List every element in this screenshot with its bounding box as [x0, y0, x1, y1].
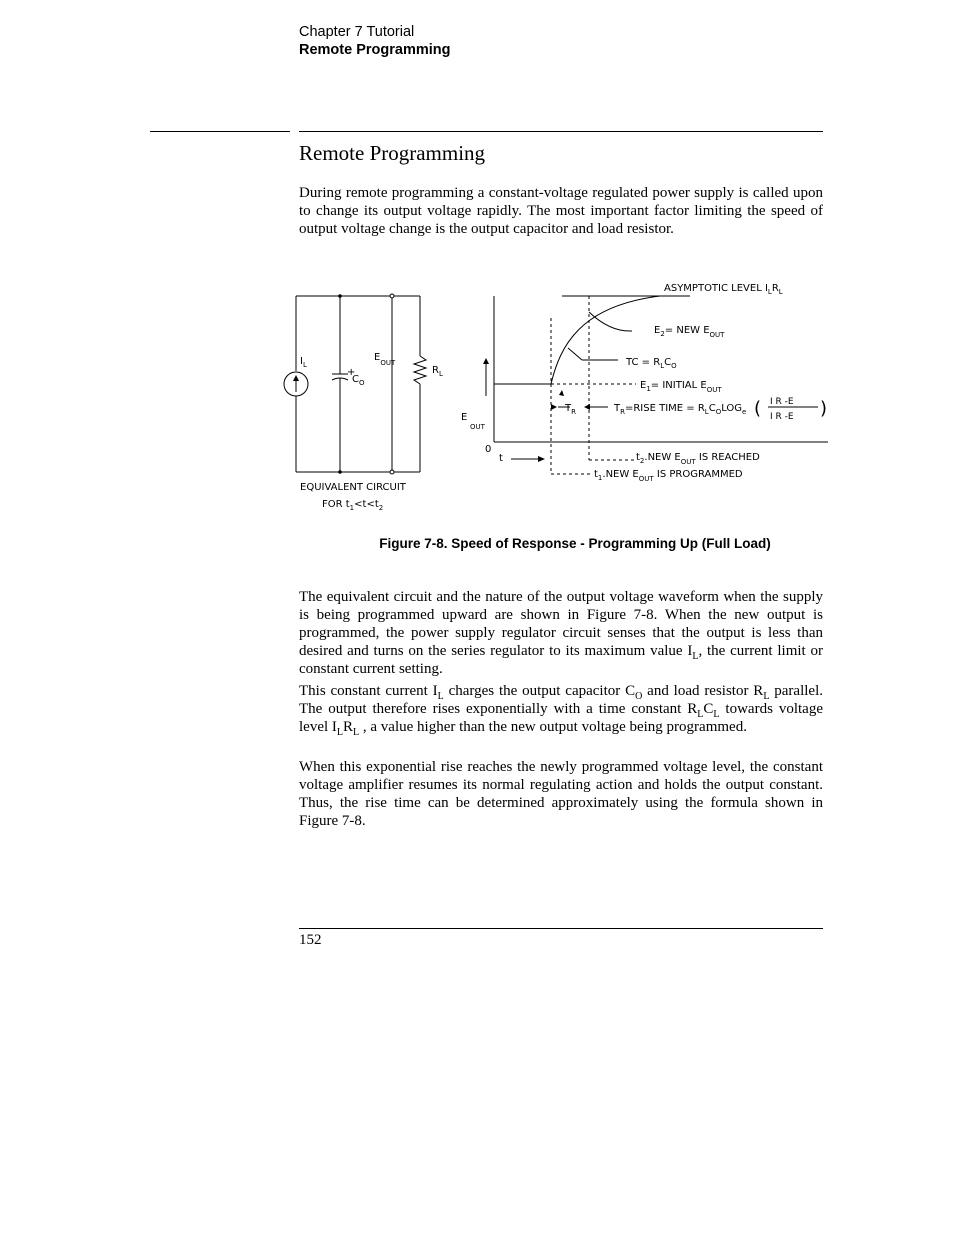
figure-caption: Figure 7-8. Speed of Response - Programming Up (Full Load) [379, 536, 771, 551]
speed-of-response-figure [280, 276, 840, 522]
t1-label: $t_1.NEW$ $E_{OUT}$ IS PROGRAMMED [594, 469, 743, 483]
current-source-symbol [284, 371, 308, 396]
origin-label: 0 [485, 444, 492, 455]
eout-arrowhead [483, 358, 489, 364]
il-label: $I_L$ [300, 356, 307, 369]
time-arrowhead [538, 456, 545, 462]
running-header-section: Remote Programming [299, 42, 451, 58]
tr-arrowhead [551, 404, 557, 410]
tc-label: TC = $R_LC_O$ [626, 357, 677, 370]
tr-label: $T_R$ [565, 403, 576, 416]
body-paragraph-3: When this exponential rise reaches the newly programmed voltage level, the constant voltage amplifier resumes its normal regulating action and holds the output constant. Thus, the rise time can be determined approximately using the formula shown in Figure 7-8. [299, 759, 823, 829]
rl-label: $R_L$ [432, 365, 443, 378]
fraction-numerator: I R -E [770, 397, 794, 407]
section-title: Remote Programming [299, 141, 486, 165]
junction-dot [338, 470, 342, 474]
circuit-caption-line1: EQUIVALENT CIRCUIT [300, 482, 406, 493]
tc-marker [559, 390, 564, 396]
plus-sign: + [347, 367, 356, 378]
t2-label: $t_2.NEW$ $E_{OUT}$ IS REACHED [636, 452, 760, 466]
circuit-caption-line2: FOR $t_1<t<t_2$ [322, 499, 384, 512]
fraction-denominator: I R -E [770, 412, 794, 422]
rise-time-formula: $T_R=RISE$ TIME = $R_LC_OLOG_e$ [614, 403, 747, 416]
open-paren: ( [754, 398, 762, 419]
eout-axis-label: EOUT [461, 412, 485, 431]
eout-label: $E_{OUT}$ [374, 352, 396, 367]
section-rule [299, 131, 823, 132]
time-axis-label: t [499, 453, 503, 464]
asymptotic-level-label: ASYMPTOTIC LEVEL $I_LR_L$ [664, 283, 783, 296]
footer-rule [299, 928, 823, 929]
close-paren: ) [820, 398, 828, 419]
margin-rule [150, 131, 290, 132]
tr-arrowhead [584, 404, 590, 410]
e1-label: $E_1=$ INITIAL $E_{OUT}$ [640, 380, 722, 394]
co-label: $C_O$ [352, 374, 365, 387]
intro-paragraph: During remote programming a constant-voltage regulated power supply is called upon to change its output voltage rapidly. The most important factor limiting the speed of output voltage change is the output capacitor and load resistor. [299, 185, 823, 237]
body-paragraph-1: The equivalent circuit and the nature of the output voltage waveform when the supply is being programmed upward are shown in Figure 7-8. When the new output is programmed, the power supply regulator circuit senses that the output is less than desired and turns on the series regulator to its maximum value $I_L$, the current limit or constant current setting. [299, 589, 823, 677]
e2-label: $E_2=$ NEW $E_{OUT}$ [654, 325, 725, 339]
running-header-chapter: Chapter 7 Tutorial [299, 24, 415, 40]
body-paragraph-2: This constant current $I_L$ charges the output capacitor $C_O$ and load resistor $R_L$ parallel. The output therefore rises exponentially with a time constant $R_LC_L$ towards voltage level $I_LR_L$ , a value higher than the new output voltage being programmed. [299, 683, 823, 738]
page-number: 152 [299, 932, 322, 948]
junction-dot [338, 294, 342, 298]
